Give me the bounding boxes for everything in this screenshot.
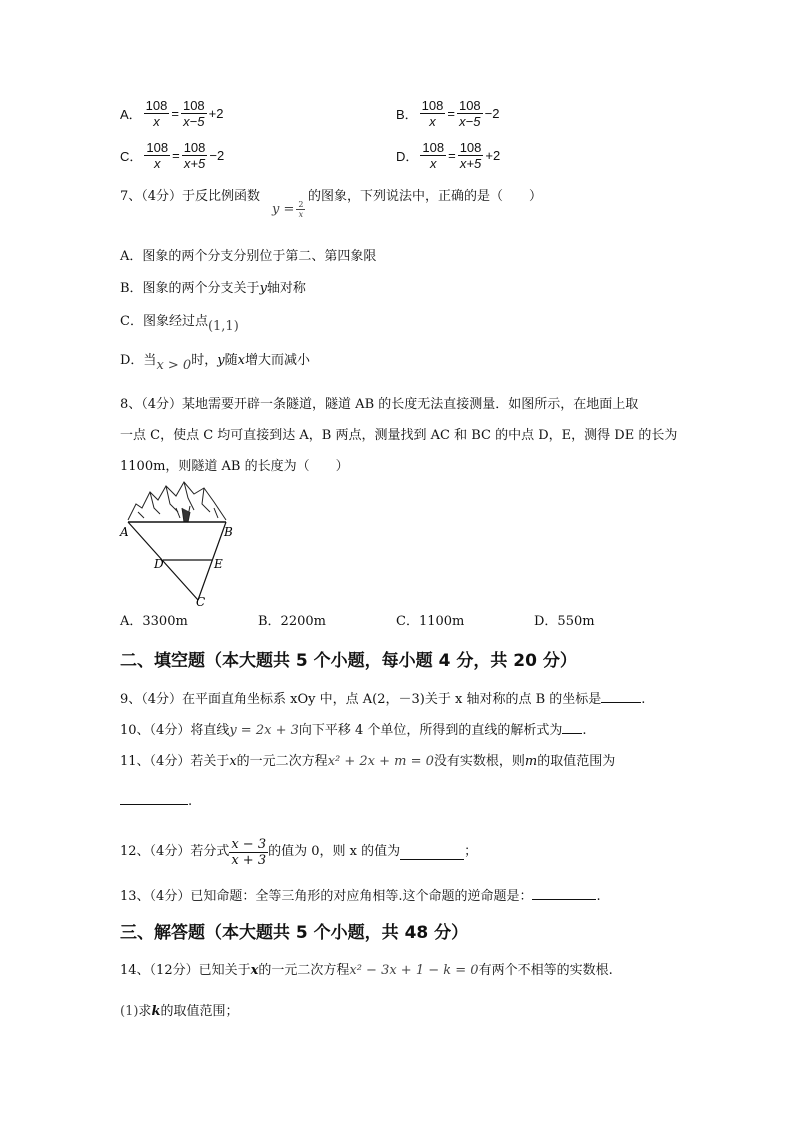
q8-option-a[interactable]: A．3300m [120, 614, 188, 629]
q6-option-a-label: A． [120, 107, 142, 122]
q6-a-right-fraction: $\frac{108}{x-5}$ [182, 98, 205, 129]
q8-option-d[interactable]: D．550m [534, 614, 595, 629]
label-c: C [196, 595, 206, 606]
q6-d-left-fraction: $\frac{108}{x}$ [422, 140, 445, 171]
q8-option-b[interactable]: B．2200m [258, 614, 326, 629]
equals-sign: = [448, 148, 456, 163]
q13-answer-blank[interactable] [532, 885, 596, 900]
q6-d-tail: +2 [485, 148, 501, 163]
q8-line-3: 1100m，则隧道 AB 的长度为（ ） [120, 459, 349, 474]
q9: 9、（4分）在平面直角坐标系 xOy 中，点 A(2，－3)关于 x 轴对称的点 B 的坐标是 . [120, 688, 645, 709]
mountain-drawing [128, 482, 226, 522]
label-d: D [154, 557, 164, 571]
q6-c-right-fraction: $\frac{108}{x+5}$ [183, 140, 206, 171]
equals-sign: = [447, 106, 455, 121]
q8-line-2: 一点 C，使点 C 均可直接到达 A，B 两点，测量找到 AC 和 BC 的中点 D，E，测得 DE 的长为 [120, 428, 678, 443]
q6-option-d[interactable] [396, 140, 500, 171]
q7-option-c[interactable]: C．图象经过点(1,1) [120, 314, 239, 334]
q7-function: y = $\frac{2}{x}$ [272, 200, 304, 219]
section-2-title: 二、填空题（本大题共 5 个小题，每小题 4 分，共 20 分） [120, 651, 577, 671]
q13: 13、（4分）已知命题：全等三角形的对应角相等.这个命题的逆命题是： . [120, 885, 601, 906]
q6-option-c[interactable] [120, 140, 224, 171]
q6-c-left-fraction: $\frac{108}{x}$ [146, 140, 169, 171]
label-e: E [214, 557, 223, 571]
q6-option-b-label: B． [396, 107, 418, 122]
q12-fraction: $\frac{x - 3}{x + 3}$ [231, 836, 267, 868]
q6-option-a[interactable] [120, 98, 224, 129]
q11: 11、（4分）若关于x的一元二次方程x² + 2x + m = 0没有实数根，则m的取值范围为 [120, 754, 616, 769]
equals-sign: = [172, 148, 180, 163]
q6-c-tail: −2 [209, 148, 225, 163]
q6-b-left-fraction: $\frac{108}{x}$ [421, 98, 444, 129]
q6-option-d-label: D． [396, 149, 419, 164]
q12: 12、（4分）若分式 $\frac{x - 3}{x + 3}$ 的值为 0，则 x 的值为 ； [120, 836, 478, 868]
label-b: B [224, 525, 233, 539]
q7-option-d[interactable]: D．当x > 0时，y随x增大而减小 [120, 353, 310, 373]
label-a: A [120, 525, 129, 539]
q6-option-c-label: C． [120, 149, 143, 164]
q11-answer-line: . [120, 790, 192, 811]
q8-option-c[interactable]: C．1100m [396, 614, 465, 629]
equals-sign: = [171, 106, 179, 121]
q7-option-b[interactable]: B．图象的两个分支关于y轴对称 [120, 281, 306, 296]
section-3-title: 三、解答题（本大题共 5 个小题，共 48 分） [120, 923, 469, 943]
q10-answer-blank[interactable] [562, 719, 582, 734]
q6-a-tail: +2 [208, 106, 224, 121]
q8-line-1: 8、（4分）某地需要开辟一条隧道，隧道 AB 的长度无法直接测量．如图所示，在地面上取 [120, 397, 639, 412]
q7-stem: 7、（4分）于反比例函数 的图象，下列说法中，正确的是（ ） [120, 189, 543, 204]
q6-d-right-fraction: $\frac{108}{x+5}$ [459, 140, 482, 171]
q11-answer-blank[interactable] [120, 790, 188, 805]
q14-part-1: (1)求k的取值范围； [120, 1004, 239, 1019]
q6-b-tail: −2 [484, 106, 500, 121]
tunnel-figure [118, 478, 238, 606]
q9-answer-blank[interactable] [601, 688, 641, 703]
q6-b-right-fraction: $\frac{108}{x-5}$ [458, 98, 481, 129]
q6-option-b[interactable] [396, 98, 500, 129]
q14: 14、（12分）已知关于x的一元二次方程x² − 3x + 1 − k = 0有两个不相等的实数根. [120, 963, 613, 978]
q7-option-a[interactable]: A．图象的两个分支分别位于第二、第四象限 [120, 249, 377, 264]
q10: 10、（4分）将直线y = 2x + 3向下平移 4 个单位，所得到的直线的解析式为 . [120, 719, 587, 740]
q6-a-left-fraction: $\frac{108}{x}$ [145, 98, 168, 129]
q12-answer-blank[interactable] [400, 845, 464, 860]
